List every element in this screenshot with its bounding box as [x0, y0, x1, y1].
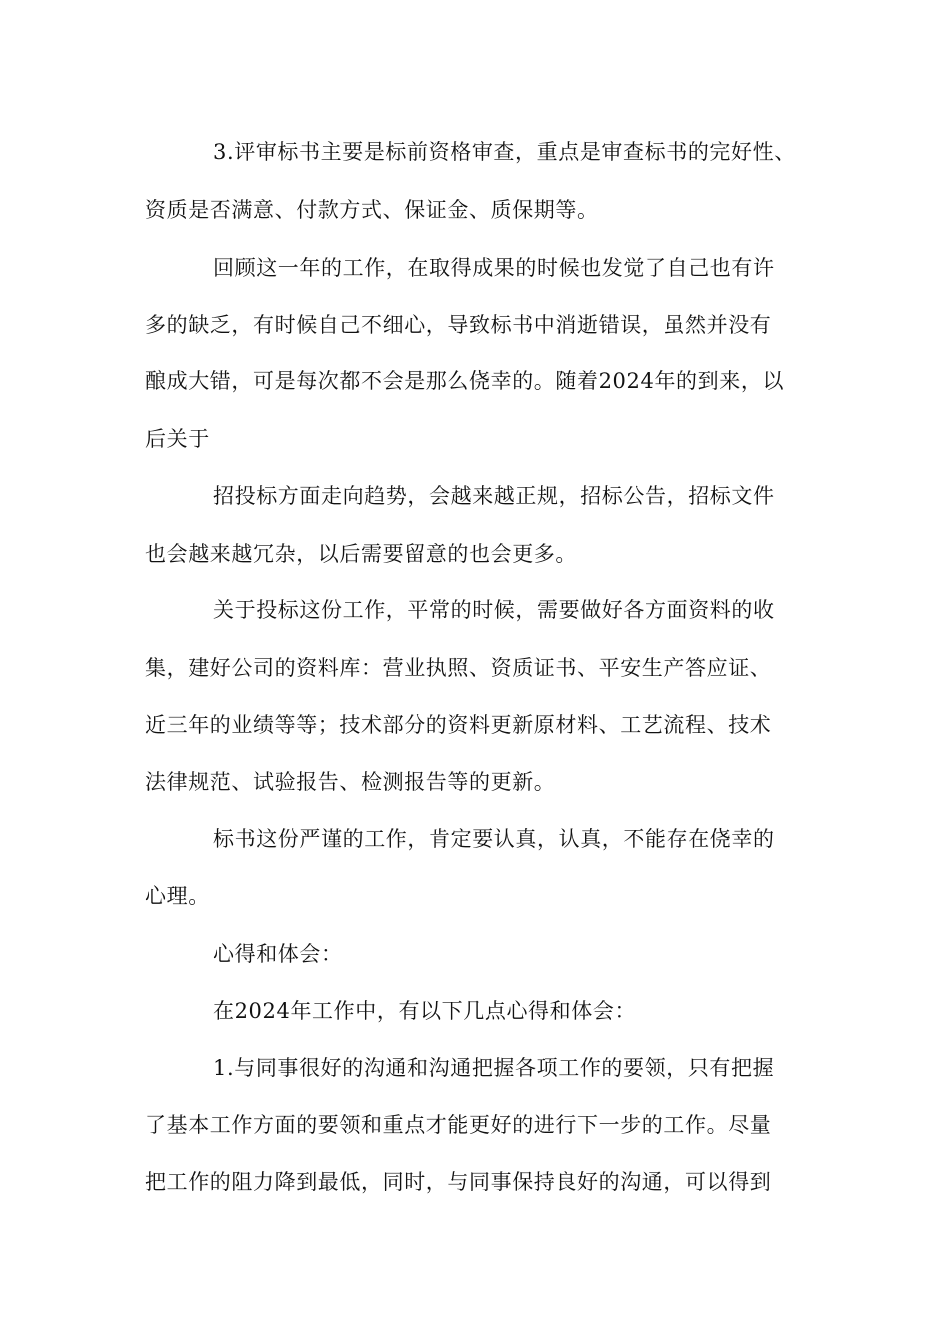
text-line: 后关于	[145, 427, 210, 451]
text-line: 在2024年工作中，有以下几点心得和体会：	[213, 999, 637, 1023]
text-line: 也会越来越冗杂，以后需要留意的也会更多。	[145, 542, 577, 566]
text-line: 近三年的业绩等等；技术部分的资料更新原材料、工艺流程、技术	[145, 713, 772, 737]
text-line: 关于投标这份工作，平常的时候，需要做好各方面资料的收	[213, 598, 775, 622]
text-line: 法律规范、试验报告、检测报告等的更新。	[145, 770, 556, 794]
text-line: 标书这份严谨的工作，肯定要认真，认真，不能存在侥幸的	[213, 827, 775, 851]
text-line: 把工作的阻力降到最低，同时，与同事保持良好的沟通，可以得到	[145, 1170, 772, 1194]
text-line: 资质是否满意、付款方式、保证金、质保期等。	[145, 198, 599, 222]
text-line: 多的缺乏，有时候自己不细心，导致标书中消逝错误，虽然并没有	[145, 313, 772, 337]
text-line: 3.评审标书主要是标前资格审查，重点是审查标书的完好性、	[213, 140, 796, 164]
text-line: 酿成大错，可是每次都不会是那么侥幸的。随着2024年的到来，以	[145, 369, 785, 393]
text-line: 招投标方面走向趋势，会越来越正规，招标公告，招标文件	[213, 484, 775, 508]
text-line: 心得和体会：	[213, 942, 343, 966]
text-line: 集，建好公司的资料库：营业执照、资质证书、平安生产答应证、	[145, 656, 772, 680]
text-line: 心理。	[145, 884, 210, 908]
text-line: 回顾这一年的工作，在取得成果的时候也发觉了自己也有许	[213, 256, 775, 280]
text-line: 了基本工作方面的要领和重点才能更好的进行下一步的工作。尽量	[145, 1113, 772, 1137]
text-line: 1.与同事很好的沟通和沟通把握各项工作的要领，只有把握	[213, 1056, 775, 1080]
